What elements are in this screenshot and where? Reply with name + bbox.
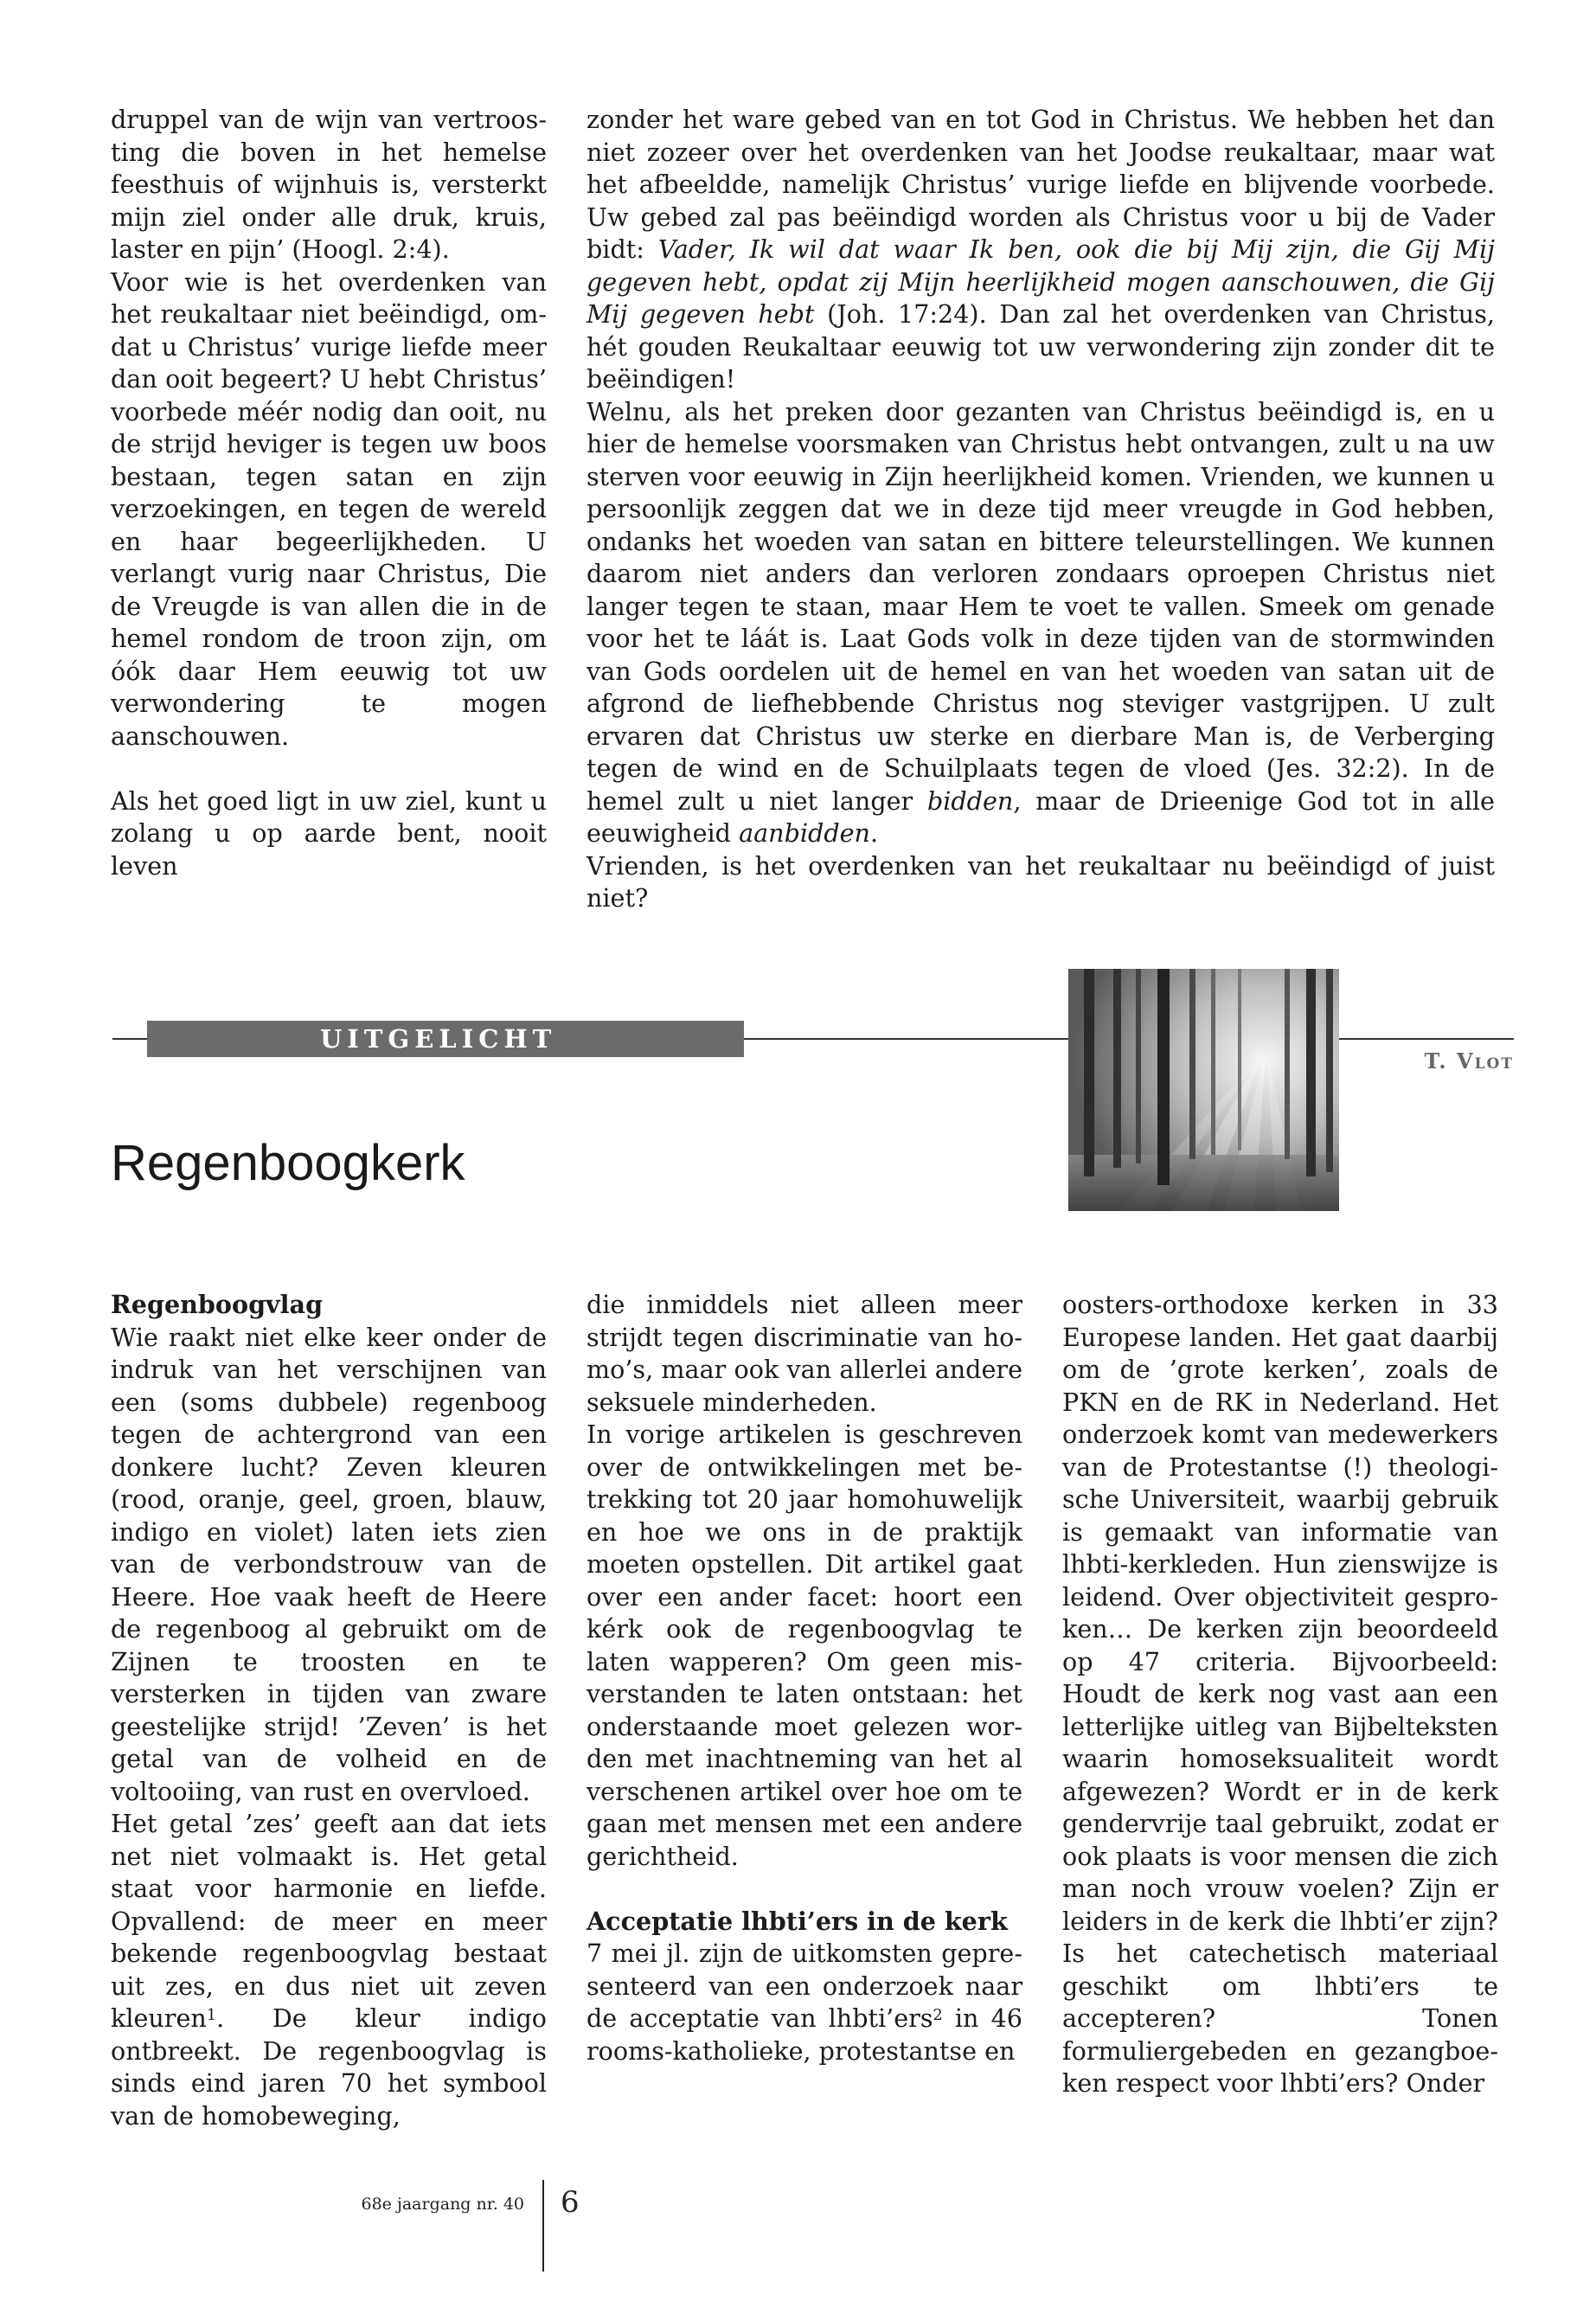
paragraph: Vrienden, is het overdenken van het reukaltaar nu beëindigd of juist niet? <box>586 850 1495 913</box>
paragraph <box>586 104 1495 396</box>
text: , maar de Drieenige God tot in alle eeuwigheid <box>586 785 1495 848</box>
text: (Joh. 17:24). Dan zal het overdenken van Christus, hét gouden Reukaltaar eeuwig tot uw verwondering zijn zonder dit te beëindigen! <box>586 299 1495 394</box>
divider-line <box>112 1038 147 1040</box>
paragraph: druppel van de wijn van vertroosting die boven in het hemelse feesthuis of wijnhuis is, versterkt mijn ziel onder alle druk, kruis, laster en pijn’ (Hoogl. 2:4). <box>111 105 547 264</box>
subheading: Acceptatie lhbti’ers in de kerk <box>586 1906 1008 1936</box>
paragraph: In vorige artikelen is geschreven over de ontwikkelingen met betrekking tot 20 jaar homohuwelijk en hoe we ons in de praktijk moeten opstellen. Dit artikel gaat over een ander facet: hoort een kérk ook de regenboogvlag te laten wapperen? Om geen misverstanden te laten ontstaan: het onderstaande moet gelezen worden met inachtneming van het al verschenen artikel over hoe om te gaan met mensen met een andere gerichtheid. <box>586 1420 1022 1871</box>
article-title: Regenboogkerk <box>111 1135 465 1191</box>
paragraph <box>111 1808 547 2132</box>
footer-divider <box>542 2180 544 2272</box>
emphasis: bidden <box>926 785 1014 816</box>
divider-line <box>744 1038 1068 1040</box>
issue-info: 68e jaargang nr. 40 <box>361 2195 524 2214</box>
paragraph <box>586 1938 1022 2067</box>
paragraph: Als het goed ligt in uw ziel, kunt u zolang u op aarde bent, nooit leven <box>111 785 547 881</box>
article-column-3 <box>1062 1289 1498 2100</box>
paragraph: die inmiddels niet alleen meer strijdt tegen discriminatie van homo’s, maar ook van allerlei andere seksuele minderheden. <box>586 1290 1022 1417</box>
text: Welnu, als het preken door gezanten van Christus beëindigd is, en u hier de hemelse voorsmaken van Christus hebt ontvangen, zult u na uw sterven voor eeuwig in Zijn heerlijkheid komen. Vrienden, we kunnen u persoonlijk zeggen dat we in deze tijd meer vreugde in God hebben, ondanks het woeden van satan en bittere teleurstellingen. We kunnen daarom niet anders dan verloren zondaars oproepen Christus niet langer tegen te staan, maar Hem te voet te vallen. Smeek om genade voor het te láát is. Laat Gods volk in deze tijden van de stormwinden van Gods oordelen uit de hemel en van het woeden van satan uit de afgrond de liefhebbende Christus nog steviger vastgrijpen. U zult ervaren dat Christus uw sterke en dierbare Man is, de Verberging tegen de wind en de Schuilplaats tegen de vloed (Jes. 32:2). In de hemel zult u niet langer <box>586 396 1495 816</box>
author-name: T. Vlot <box>1424 1048 1514 1074</box>
text: zonder het ware gebed van en tot God in Christus. We hebben het dan niet zozeer over het overdenken van het Joodse reukaltaar, maar wat het afbeeldde, namelijk Christus’ vurige liefde en blijvende voorbede. Uw gebed zal pas beëindigd worden als Christus voor u bij de Vader bidt: <box>586 105 1495 264</box>
forest-sunbeams-photo <box>1068 969 1339 1211</box>
bible-quote: Vader, Ik wil dat waar Ik ben, ook die bij Mij zijn, die Gij Mij gegeven hebt, opdat zij Mijn heerlijkheid mogen aanschouwen, die Gij Mij gegeven hebt <box>586 234 1495 329</box>
paragraph: Voor wie is het overdenken van het reukaltaar niet beëindigd, omdat u Christus’ vurige liefde meer dan ooit begeert? U hebt Christus’ voorbede méér nodig dan ooit, nu de strijd heviger is tegen uw boos bestaan, tegen satan en zijn verzoekingen, en tegen de wereld en haar begeerlijkheden. U verlangt vurig naar Christus, Die de Vreugde is van allen die in de hemel rondom de troon zijn, om óók daar Hem eeuwig tot uw verwondering te mogen aanschouwen. <box>111 266 547 751</box>
article-column-1 <box>111 1289 547 2132</box>
divider-line <box>1339 1038 1514 1040</box>
top-left-column <box>111 104 547 882</box>
section-banner: UITGELICHT <box>147 1021 744 1057</box>
page-number: 6 <box>561 2185 580 2220</box>
paragraph: oosters-orthodoxe kerken in 33 Europese landen. Het gaat daarbij om de ’grote kerken’, zoals de PKN en de RK in Nederland. Het onderzoek komt van medewerkers van de Protestantse (!) theologische Universiteit, waarbij gebruik is gemaakt van informatie van lhbti-kerkleden. Hun zienswijze is leidend. Over objectiviteit gesproken… De kerken zijn beoordeeld op 47 criteria. Bijvoorbeeld: Houdt de kerk nog vast aan een letterlijke uitleg van Bijbelteksten waarin homoseksualiteit wordt afgewezen? Wordt er in de kerk gendervrije taal gebruikt, zodat er ook plaats is voor mensen die zich man noch vrouw voelen? Zijn er leiders in de kerk die lhbti’er zijn? Is het catechetisch materiaal geschikt om lhbti’ers te accepteren? Tonen formuliergebeden en gezangboeken respect voor lhbti’ers? Onder <box>1062 1290 1498 2098</box>
emphasis: aanbidden <box>739 818 870 848</box>
subheading: Regenboogvlag <box>111 1290 324 1319</box>
text: Het getal ’zes’ geeft aan dat iets net niet volmaakt is. Het getal staat voor harmonie en liefde. Opvallend: de meer en meer bekende regenboogvlag bestaat uit zes, en dus niet uit zeven kleuren <box>111 1809 547 2033</box>
text: in 46 rooms-katholieke, protestantse en <box>586 2003 1022 2066</box>
top-right-column <box>586 104 1495 915</box>
paragraph <box>586 396 1495 850</box>
article-column-2 <box>586 1289 1022 2067</box>
text: . De kleur indigo ontbreekt. De regenboogvlag is sinds eind jaren 70 het symbool van de homobeweging, <box>111 2003 547 2131</box>
paragraph: Wie raakt niet elke keer onder de indruk van het verschijnen van een (soms dubbele) regenboog tegen de achtergrond van een donkere lucht? Zeven kleuren (rood, oranje, geel, groen, blauw, indigo en violet) laten iets zien van de verbondstrouw van de Heere. Hoe vaak heeft de Heere de regenboog al gebruikt om de Zijnen te troosten en te versterken in tijden van zware geestelijke strijd! ’Zeven’ is het getal van de volheid en de voltooiing, van rust en overvloed. <box>111 1322 547 1806</box>
text: . <box>869 818 879 848</box>
footnote-ref: 2 <box>933 2007 943 2025</box>
text: 7 mei jl. zijn de uitkomsten gepresenteerd van een onderzoek naar de acceptatie van lhbti’ers <box>586 1939 1022 2033</box>
footnote-ref: 1 <box>206 2007 217 2025</box>
